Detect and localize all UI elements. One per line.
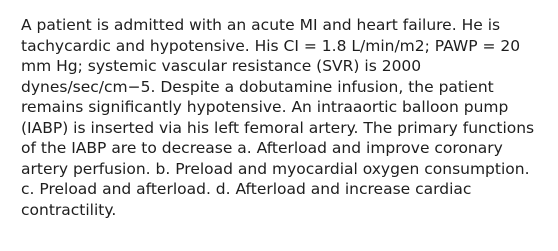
question-text: A patient is admitted with an acute MI and heart failure. He is tachycardic and hypotensive. His CI = 1.8 L/min/m2; PAWP = 20 mm Hg; systemic vascular resistance (SVR) is 2000 dynes/sec/cm−5. Despite a dobutamine infusion, the patient remains significantly hypotensive. An intraaortic balloon pump (IABP) is inserted via his left femoral artery. The primary functions of the IABP are to decrease a. Afterload and improve coronary artery perfusion. b. Preload and myocardial oxygen consumption. c. Preload and afterload. d. Afterload and increase cardiac contractility. <box>21 16 535 219</box>
